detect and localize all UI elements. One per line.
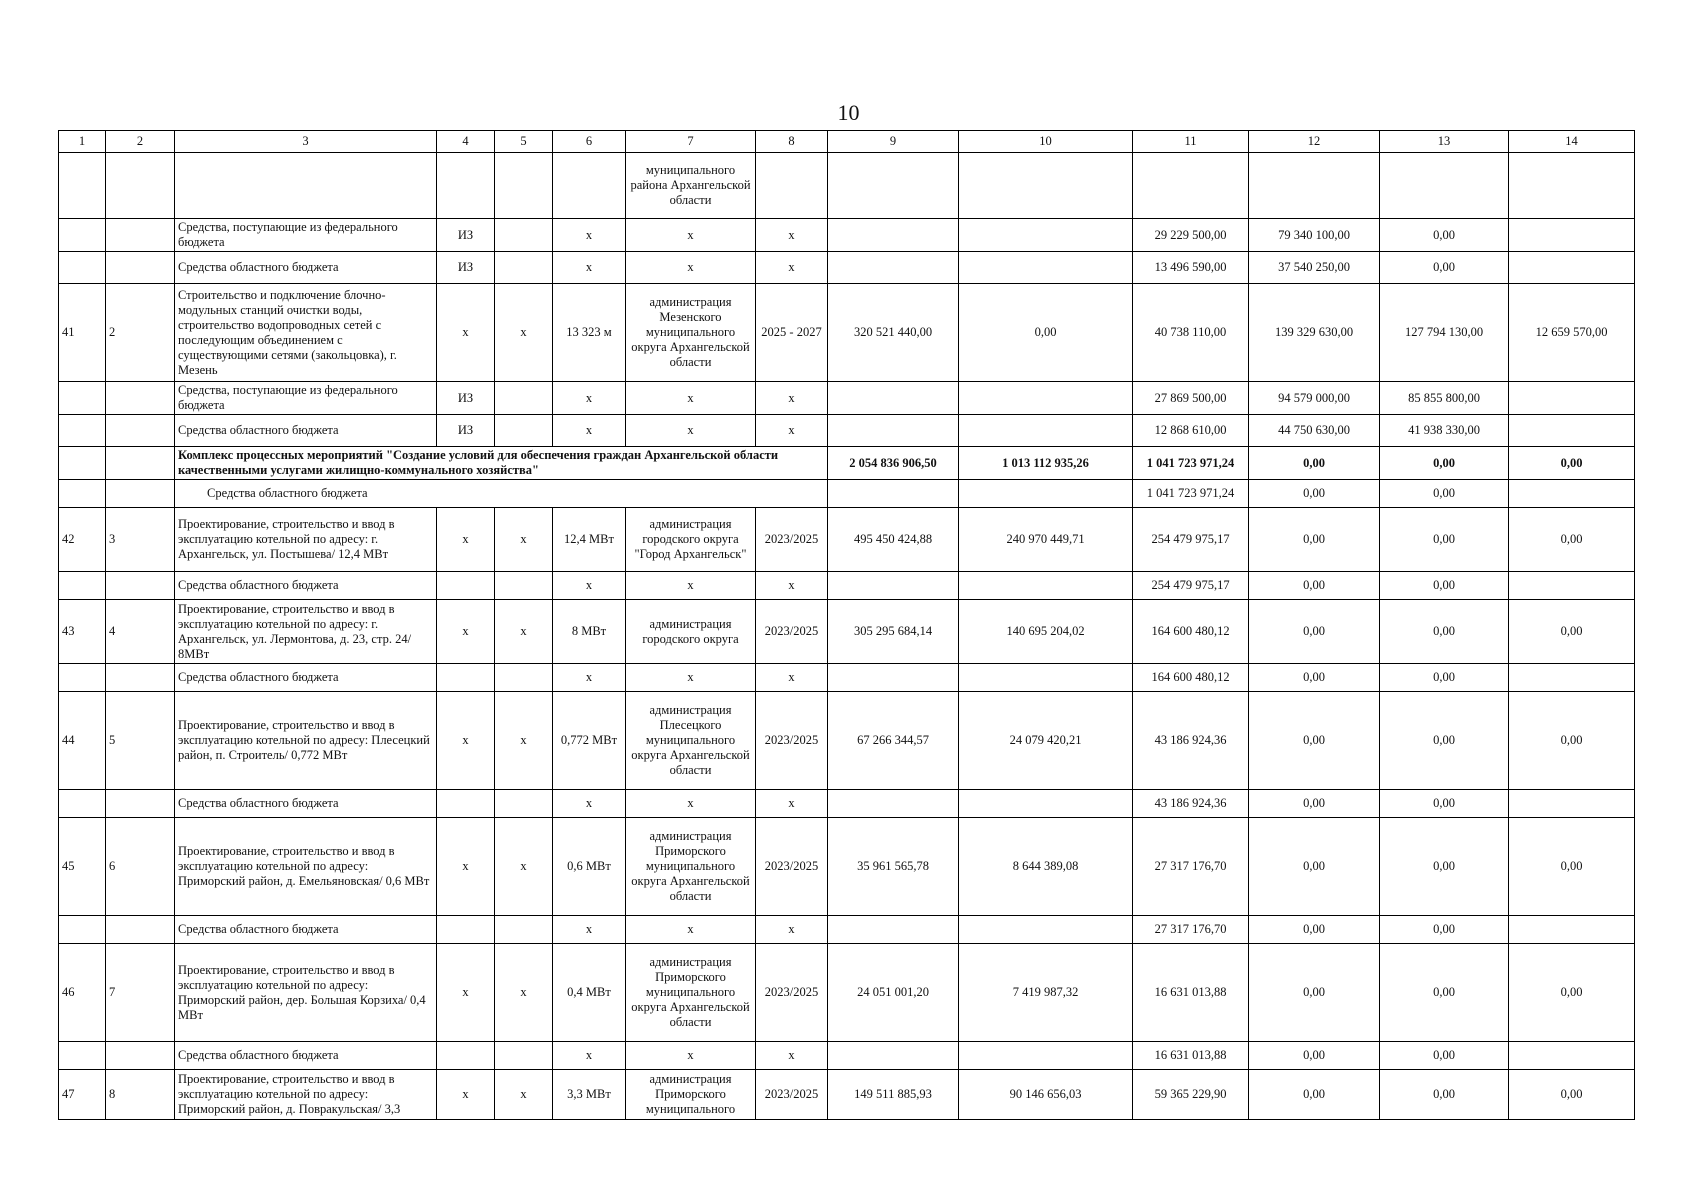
column-number: 7 — [626, 131, 756, 153]
table-row — [59, 1042, 1635, 1070]
executor-cell: администрация городского округа "Город Архангельск" — [626, 508, 756, 572]
cell: х — [437, 944, 495, 1042]
amount-cell: 90 146 656,03 — [959, 1070, 1133, 1120]
executor-cell: администрация Приморского муниципального — [626, 1070, 756, 1120]
amount-cell: 0,00 — [1249, 818, 1380, 916]
column-number: 4 — [437, 131, 495, 153]
amount-cell: 0,00 — [1249, 916, 1380, 944]
amount-cell: 164 600 480,12 — [1133, 664, 1249, 692]
cell: х — [437, 818, 495, 916]
amount-cell: 149 511 885,93 — [828, 1070, 959, 1120]
amount-cell: 24 051 001,20 — [828, 944, 959, 1042]
executor-cell: администрация Приморского муниципального округа Архангельской области — [626, 944, 756, 1042]
amount-cell: 12 868 610,00 — [1133, 415, 1249, 447]
object-name: Проектирование, строительство и ввод в эксплуатацию котельной по адресу: г. Архангельск, ул. Лермонтова, д. 23, стр. 24/ 8МВт — [175, 600, 437, 664]
row-number: 42 — [59, 508, 106, 572]
cell: х — [756, 252, 828, 284]
cell: х — [553, 219, 626, 252]
period-cell: 2023/2025 — [756, 508, 828, 572]
amount-cell: 41 938 330,00 — [1380, 415, 1509, 447]
table-row — [59, 447, 1635, 480]
cell: х — [756, 572, 828, 600]
column-number: 13 — [1380, 131, 1509, 153]
period-cell: 2023/2025 — [756, 600, 828, 664]
item-number: 4 — [106, 600, 175, 664]
column-number: 6 — [553, 131, 626, 153]
amount-cell: 12 659 570,00 — [1509, 284, 1635, 382]
table-row — [59, 572, 1635, 600]
cell: х — [626, 916, 756, 944]
row-number: 46 — [59, 944, 106, 1042]
cell: х — [626, 790, 756, 818]
amount-cell: 16 631 013,88 — [1133, 1042, 1249, 1070]
budget-table — [58, 130, 1635, 1120]
row-number: 44 — [59, 692, 106, 790]
amount-cell: 0,00 — [1509, 1070, 1635, 1120]
amount-cell: 164 600 480,12 — [1133, 600, 1249, 664]
cell: х — [626, 382, 756, 415]
page-number: 10 — [837, 100, 860, 125]
table-row — [59, 284, 1635, 382]
object-name: Строительство и подключение блочно-модульных станций очистки воды, строительство водопроводных сетей с последующим объединением с существующими сетями (закольцовка), г. Мезень — [175, 284, 437, 382]
object-name: Проектирование, строительство и ввод в эксплуатацию котельной по адресу: Приморский район, д. Повракульская/ 3,3 — [175, 1070, 437, 1120]
funding-source: Средства областного бюджета — [175, 1042, 437, 1070]
amount-cell: 67 266 344,57 — [828, 692, 959, 790]
amount-cell: 0,00 — [1509, 692, 1635, 790]
amount-cell: 0,00 — [1249, 447, 1380, 480]
object-name: Проектирование, строительство и ввод в эксплуатацию котельной по адресу: г. Архангельск, ул. Постышева/ 12,4 МВт — [175, 508, 437, 572]
period-cell: 2023/2025 — [756, 692, 828, 790]
capacity-cell: 0,4 МВт — [553, 944, 626, 1042]
table-row — [59, 600, 1635, 664]
column-number: 12 — [1249, 131, 1380, 153]
amount-cell: 305 295 684,14 — [828, 600, 959, 664]
table-row — [59, 252, 1635, 284]
cell: х — [553, 664, 626, 692]
amount-cell: 8 644 389,08 — [959, 818, 1133, 916]
table-row — [59, 944, 1635, 1042]
amount-cell: 254 479 975,17 — [1133, 572, 1249, 600]
cell: х — [756, 916, 828, 944]
amount-cell: 0,00 — [1249, 1070, 1380, 1120]
column-number: 8 — [756, 131, 828, 153]
funding-source: Средства, поступающие из федерального бюджета — [175, 219, 437, 252]
amount-cell: 0,00 — [1509, 508, 1635, 572]
executor-cell: администрация городского округа — [626, 600, 756, 664]
period-cell: 2023/2025 — [756, 1070, 828, 1120]
cell: х — [553, 252, 626, 284]
cell: х — [756, 382, 828, 415]
amount-cell: 0,00 — [1249, 1042, 1380, 1070]
amount-cell: 24 079 420,21 — [959, 692, 1133, 790]
table-row — [59, 790, 1635, 818]
column-number: 14 — [1509, 131, 1635, 153]
amount-cell: 0,00 — [1509, 944, 1635, 1042]
funding-source: Средства, поступающие из федерального бюджета — [175, 382, 437, 415]
amount-cell: 0,00 — [1380, 818, 1509, 916]
cell: х — [626, 664, 756, 692]
amount-cell: 2 054 836 906,50 — [828, 447, 959, 480]
funding-source: Средства областного бюджета — [175, 572, 437, 600]
cell: х — [756, 1042, 828, 1070]
table-row — [59, 219, 1635, 252]
cell: х — [756, 790, 828, 818]
cell: ИЗ — [437, 382, 495, 415]
cell: х — [437, 692, 495, 790]
capacity-cell: 0,772 МВт — [553, 692, 626, 790]
amount-cell: 0,00 — [1380, 508, 1509, 572]
table-row — [59, 692, 1635, 790]
amount-cell: 0,00 — [1249, 508, 1380, 572]
cell: х — [756, 219, 828, 252]
amount-cell: 43 186 924,36 — [1133, 692, 1249, 790]
amount-cell: 0,00 — [1249, 480, 1380, 508]
cell: х — [626, 252, 756, 284]
amount-cell: 0,00 — [1249, 692, 1380, 790]
executor-cell: администрация Мезенского муниципального округа Архангельской области — [626, 284, 756, 382]
cell: х — [626, 219, 756, 252]
funding-source: Средства областного бюджета — [175, 480, 828, 508]
cell: х — [626, 415, 756, 447]
column-number: 11 — [1133, 131, 1249, 153]
amount-cell: 79 340 100,00 — [1249, 219, 1380, 252]
amount-cell: 140 695 204,02 — [959, 600, 1133, 664]
capacity-cell: 0,6 МВт — [553, 818, 626, 916]
item-number: 7 — [106, 944, 175, 1042]
period-cell: 2023/2025 — [756, 944, 828, 1042]
amount-cell: 7 419 987,32 — [959, 944, 1133, 1042]
table-row — [59, 916, 1635, 944]
item-number: 6 — [106, 818, 175, 916]
object-name: Проектирование, строительство и ввод в эксплуатацию котельной по адресу: Плесецкий район, п. Строитель/ 0,772 МВт — [175, 692, 437, 790]
amount-cell: 0,00 — [1380, 252, 1509, 284]
amount-cell: 0,00 — [1509, 600, 1635, 664]
cell: х — [756, 664, 828, 692]
amount-cell: 1 013 112 935,26 — [959, 447, 1133, 480]
executor-cell: администрация Приморского муниципального округа Архангельской области — [626, 818, 756, 916]
amount-cell: 0,00 — [1380, 944, 1509, 1042]
amount-cell: 27 317 176,70 — [1133, 916, 1249, 944]
object-name: Проектирование, строительство и ввод в эксплуатацию котельной по адресу: Приморский район, д. Емельяновская/ 0,6 МВт — [175, 818, 437, 916]
executor-cell: муниципального района Архангельской области — [626, 153, 756, 219]
funding-source: Средства областного бюджета — [175, 252, 437, 284]
cell: х — [437, 508, 495, 572]
amount-cell: 59 365 229,90 — [1133, 1070, 1249, 1120]
complex-title: Комплекс процессных мероприятий "Создание условий для обеспечения граждан Архангельской области качественными услугами жилищно-коммунального хозяйства" — [175, 447, 828, 480]
amount-cell: 139 329 630,00 — [1249, 284, 1380, 382]
cell: х — [553, 415, 626, 447]
amount-cell: 0,00 — [1380, 664, 1509, 692]
column-number: 5 — [495, 131, 553, 153]
item-number: 5 — [106, 692, 175, 790]
cell: х — [626, 572, 756, 600]
object-name: Проектирование, строительство и ввод в эксплуатацию котельной по адресу: Приморский район, дер. Большая Корзиха/ 0,4 МВт — [175, 944, 437, 1042]
amount-cell: 0,00 — [1380, 1042, 1509, 1070]
item-number: 8 — [106, 1070, 175, 1120]
cell: ИЗ — [437, 219, 495, 252]
cell: ИЗ — [437, 252, 495, 284]
amount-cell: 0,00 — [1380, 600, 1509, 664]
amount-cell: 29 229 500,00 — [1133, 219, 1249, 252]
amount-cell: 94 579 000,00 — [1249, 382, 1380, 415]
amount-cell: 320 521 440,00 — [828, 284, 959, 382]
amount-cell: 27 869 500,00 — [1133, 382, 1249, 415]
row-number: 41 — [59, 284, 106, 382]
table-row — [59, 1070, 1635, 1120]
item-number: 3 — [106, 508, 175, 572]
capacity-cell: 8 МВт — [553, 600, 626, 664]
amount-cell: 0,00 — [1509, 818, 1635, 916]
cell: х — [553, 790, 626, 818]
cell: х — [495, 600, 553, 664]
amount-cell: 0,00 — [1249, 790, 1380, 818]
cell: х — [495, 692, 553, 790]
capacity-cell: 12,4 МВт — [553, 508, 626, 572]
cell: х — [437, 1070, 495, 1120]
cell: х — [553, 1042, 626, 1070]
column-number: 3 — [175, 131, 437, 153]
amount-cell: 0,00 — [1249, 600, 1380, 664]
amount-cell: 0,00 — [1509, 447, 1635, 480]
cell: х — [756, 415, 828, 447]
amount-cell: 0,00 — [1380, 447, 1509, 480]
capacity-cell: 3,3 МВт — [553, 1070, 626, 1120]
amount-cell: 0,00 — [1380, 572, 1509, 600]
column-number: 2 — [106, 131, 175, 153]
column-number: 1 — [59, 131, 106, 153]
table-row — [59, 153, 1635, 219]
cell: х — [553, 572, 626, 600]
amount-cell: 127 794 130,00 — [1380, 284, 1509, 382]
amount-cell: 43 186 924,36 — [1133, 790, 1249, 818]
table-row — [59, 664, 1635, 692]
cell: х — [553, 382, 626, 415]
amount-cell: 35 961 565,78 — [828, 818, 959, 916]
cell: х — [495, 944, 553, 1042]
amount-cell: 495 450 424,88 — [828, 508, 959, 572]
cell: х — [495, 508, 553, 572]
column-number: 9 — [828, 131, 959, 153]
table-row — [59, 480, 1635, 508]
amount-cell: 85 855 800,00 — [1380, 382, 1509, 415]
capacity-cell: 13 323 м — [553, 284, 626, 382]
cell: х — [495, 1070, 553, 1120]
amount-cell: 0,00 — [1380, 692, 1509, 790]
cell: х — [437, 284, 495, 382]
cell: ИЗ — [437, 415, 495, 447]
cell: х — [626, 1042, 756, 1070]
amount-cell: 44 750 630,00 — [1249, 415, 1380, 447]
amount-cell: 0,00 — [1249, 572, 1380, 600]
amount-cell: 0,00 — [1380, 1070, 1509, 1120]
amount-cell: 16 631 013,88 — [1133, 944, 1249, 1042]
row-number: 47 — [59, 1070, 106, 1120]
table-row — [59, 508, 1635, 572]
column-number: 10 — [959, 131, 1133, 153]
cell: х — [495, 284, 553, 382]
table-row — [59, 382, 1635, 415]
funding-source: Средства областного бюджета — [175, 664, 437, 692]
amount-cell: 254 479 975,17 — [1133, 508, 1249, 572]
amount-cell: 0,00 — [1380, 916, 1509, 944]
amount-cell: 240 970 449,71 — [959, 508, 1133, 572]
amount-cell: 0,00 — [1380, 480, 1509, 508]
amount-cell: 0,00 — [959, 284, 1133, 382]
row-number: 43 — [59, 600, 106, 664]
amount-cell: 0,00 — [1380, 790, 1509, 818]
amount-cell: 13 496 590,00 — [1133, 252, 1249, 284]
amount-cell: 1 041 723 971,24 — [1133, 447, 1249, 480]
amount-cell: 40 738 110,00 — [1133, 284, 1249, 382]
period-cell: 2025 - 2027 — [756, 284, 828, 382]
table-row — [59, 818, 1635, 916]
funding-source: Средства областного бюджета — [175, 415, 437, 447]
funding-source: Средства областного бюджета — [175, 790, 437, 818]
table-row — [59, 415, 1635, 447]
row-number: 45 — [59, 818, 106, 916]
period-cell: 2023/2025 — [756, 818, 828, 916]
cell: х — [495, 818, 553, 916]
executor-cell: администрация Плесецкого муниципального округа Архангельской области — [626, 692, 756, 790]
item-number: 2 — [106, 284, 175, 382]
funding-source: Средства областного бюджета — [175, 916, 437, 944]
amount-cell: 0,00 — [1249, 944, 1380, 1042]
amount-cell: 1 041 723 971,24 — [1133, 480, 1249, 508]
amount-cell: 0,00 — [1249, 664, 1380, 692]
cell: х — [437, 600, 495, 664]
amount-cell: 0,00 — [1380, 219, 1509, 252]
amount-cell: 37 540 250,00 — [1249, 252, 1380, 284]
cell: х — [553, 916, 626, 944]
column-number-row — [59, 131, 1635, 153]
amount-cell: 27 317 176,70 — [1133, 818, 1249, 916]
